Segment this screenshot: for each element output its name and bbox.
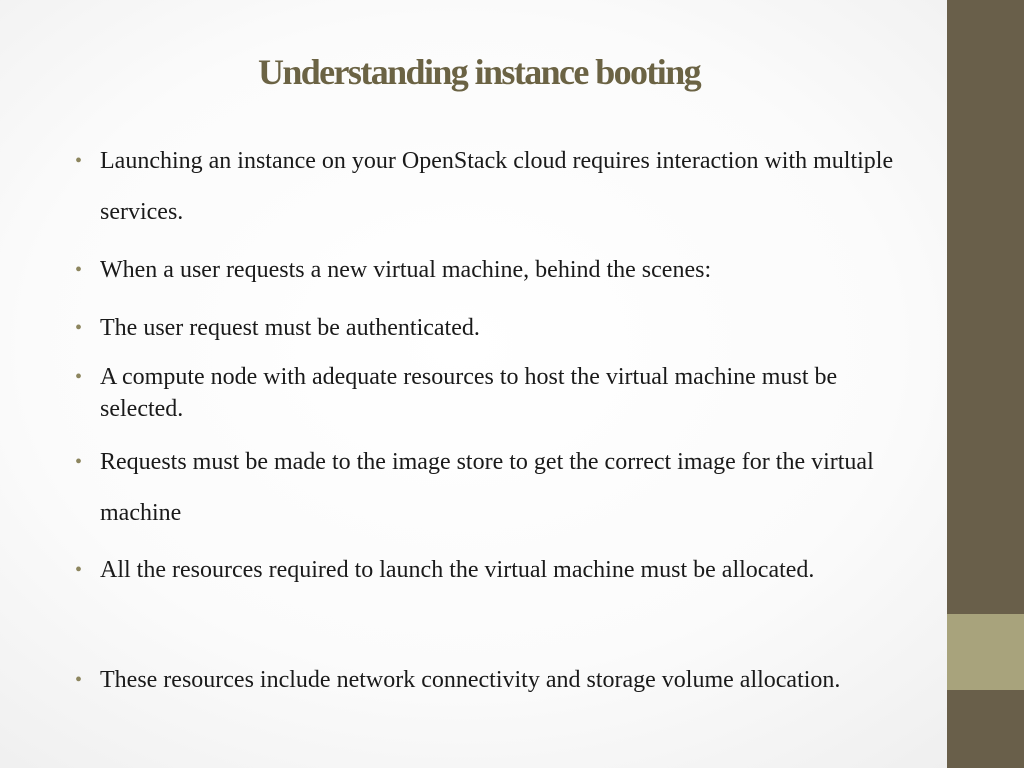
bullet-item: [75, 437, 895, 539]
bullet-marker: •: [75, 317, 83, 339]
bullet-marker: •: [75, 259, 83, 281]
side-accent-block: [947, 614, 1024, 690]
bullet-text: Launching an instance on your OpenStack cloud requires interaction with multiple services.: [100, 148, 894, 225]
bullet-item: [75, 545, 895, 596]
bullet-item: [75, 136, 895, 238]
bullet-marker: •: [75, 559, 83, 581]
bullet-text: These resources include network connectivity and storage volume allocation.: [100, 667, 841, 693]
bullet-text: A compute node with adequate resources to host the virtual machine must be selected.: [100, 364, 838, 422]
bullet-text: All the resources required to launch the virtual machine must be allocated.: [100, 557, 815, 583]
bullet-item: [75, 303, 895, 354]
bullet-text: The user request must be authenticated.: [100, 315, 480, 341]
bullet-item: [75, 655, 895, 706]
bullet-marker: •: [75, 150, 83, 172]
bullet-marker: •: [75, 669, 83, 691]
bullet-text: When a user requests a new virtual machine, behind the scenes:: [100, 257, 712, 283]
slide-title: Understanding instance booting: [257, 52, 701, 92]
bullet-text: Requests must be made to the image store to get the correct image for the virtual machine: [100, 449, 874, 526]
bullet-item: [75, 245, 895, 296]
bullet-marker: •: [75, 366, 83, 388]
bullet-item: [75, 361, 895, 425]
bullet-marker: •: [75, 451, 83, 473]
